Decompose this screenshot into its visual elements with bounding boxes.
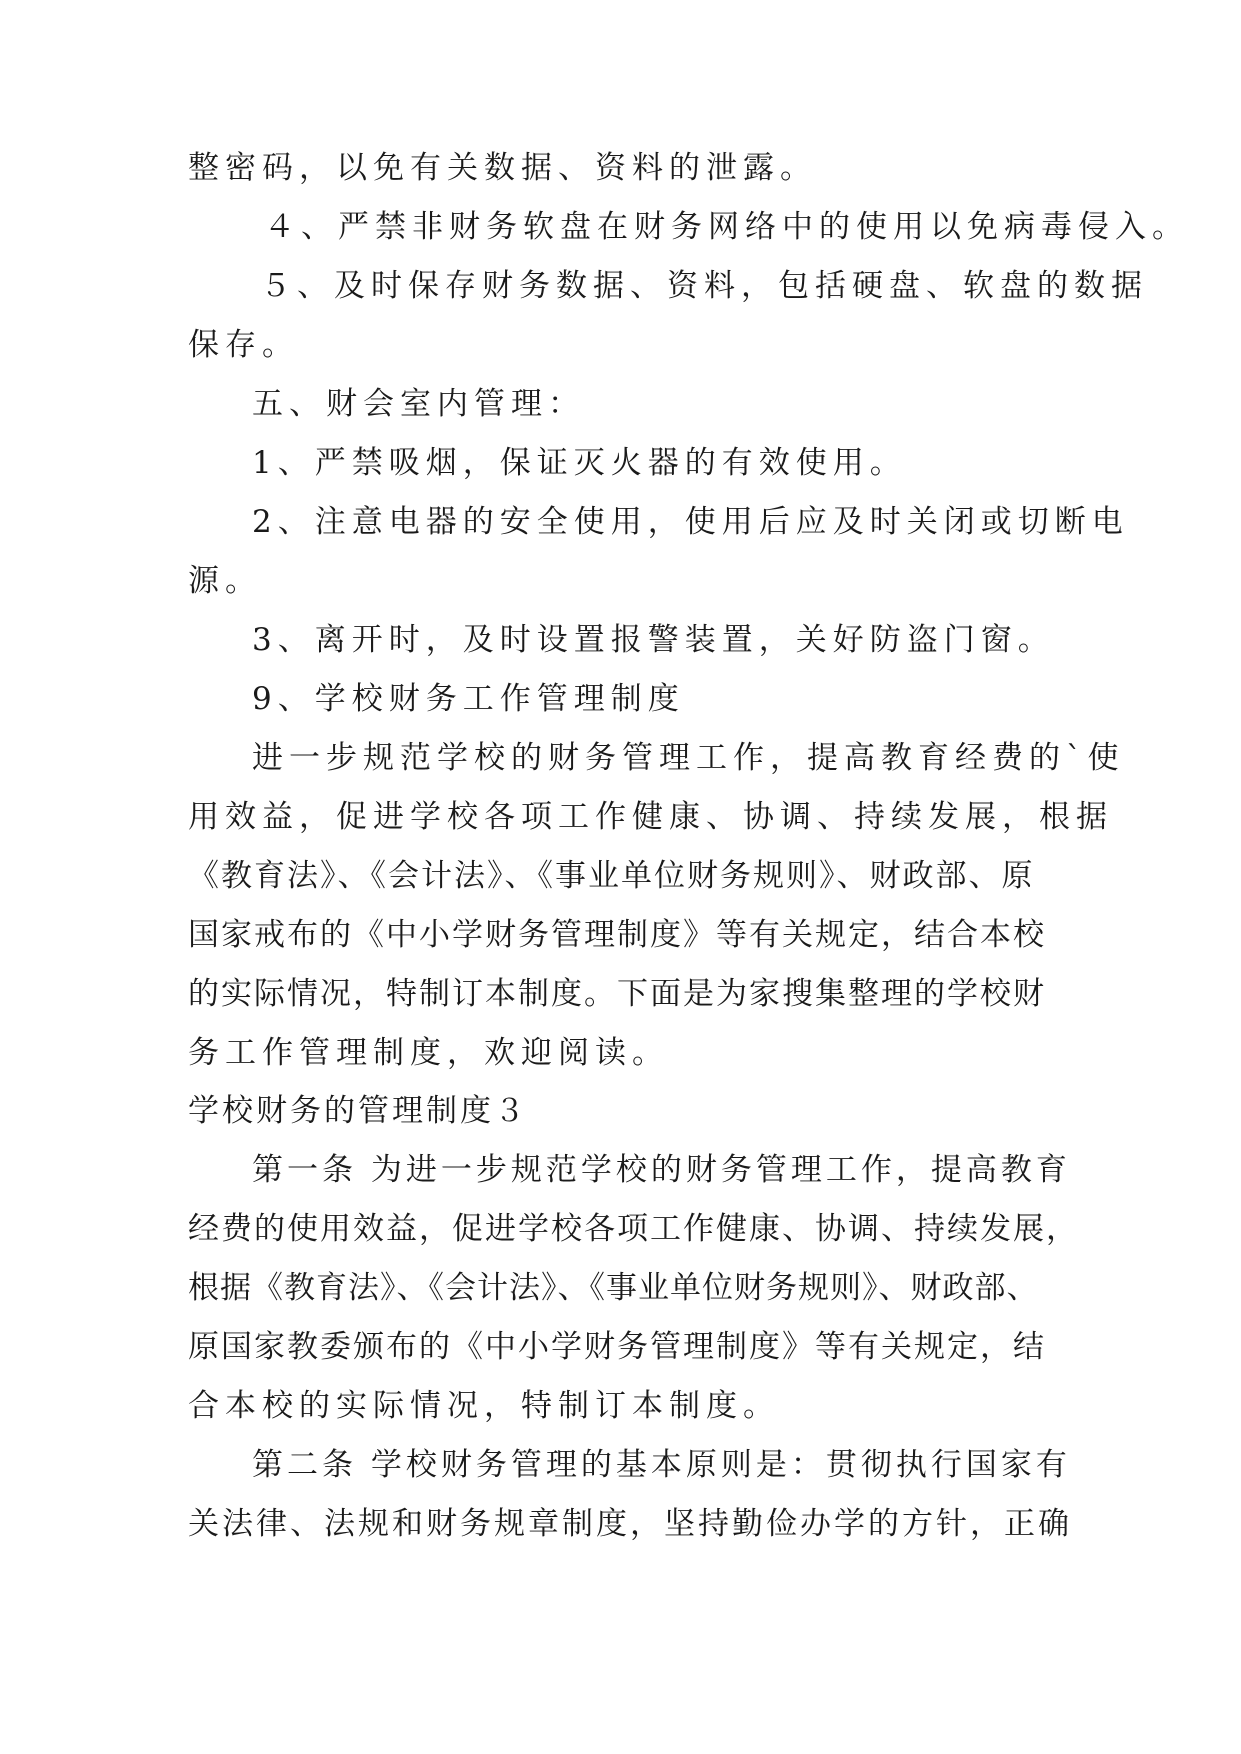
text-line: 用效益，促进学校各项工作健康、协调、持续发展，根据: [188, 799, 1113, 835]
text-line: 源。: [188, 563, 262, 599]
section-heading: 五、财会室内管理：: [252, 386, 585, 422]
text-line: ５、及时保存财务数据、资料，包括硬盘、软盘的数据: [260, 268, 1148, 304]
text-line: 第二条 学校财务管理的基本原则是：贯彻执行国家有: [252, 1447, 1071, 1483]
text-line: 经费的使用效益，促进学校各项工作健康、协调、持续发展，: [188, 1211, 1079, 1247]
text-line: 合本校的实际情况，特制订本制度。: [188, 1388, 780, 1424]
text-line: 进一步规范学校的财务管理工作，提高教育经费的`使: [252, 740, 1125, 776]
section-heading: 学校财务的管理制度３: [188, 1093, 528, 1129]
text-line: 《教育法》、《会计法》、《事业单位财务规则》、财政部、原: [188, 858, 1035, 894]
text-line: 国家戒布的《中小学财务管理制度》等有关规定，结合本校: [188, 917, 1046, 953]
text-line: 第一条 为进一步规范学校的财务管理工作，提高教育: [252, 1152, 1071, 1188]
text-line: 2、注意电器的安全使用，使用后应及时关闭或切断电: [252, 504, 1129, 540]
section-heading: 9、学校财务工作管理制度: [252, 681, 685, 717]
text-line: 根据《教育法》、《会计法》、《事业单位财务规则》、财政部、: [188, 1270, 1039, 1306]
text-line: 整密码，以免有关数据、资料的泄露。: [188, 150, 817, 186]
text-line: 3、离开时，及时设置报警装置，关好防盗门窗。: [252, 622, 1055, 658]
text-line: 的实际情况，特制订本制度。下面是为家搜集整理的学校财: [188, 976, 1046, 1012]
text-line: 原国家教委颁布的《中小学财务管理制度》等有关规定，结: [188, 1329, 1046, 1365]
text-line: 关法律、法规和财务规章制度，坚持勤俭办学的方针，正确: [188, 1506, 1072, 1542]
text-line: 保存。: [188, 327, 299, 363]
text-line: ４、严禁非财务软盘在财务网络中的使用以免病毒侵入。: [264, 209, 1189, 245]
text-line: 1、严禁吸烟，保证灭火器的有效使用。: [252, 445, 907, 481]
text-line: 务工作管理制度，欢迎阅读。: [188, 1035, 669, 1071]
